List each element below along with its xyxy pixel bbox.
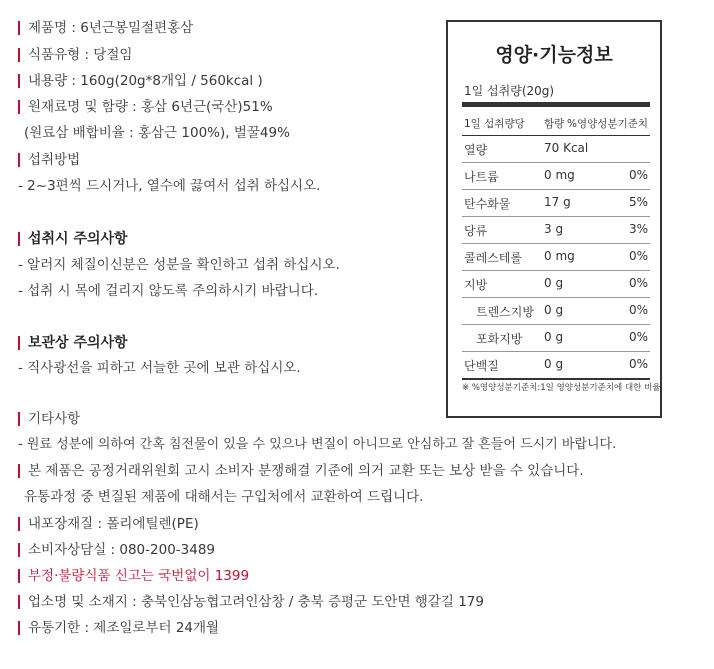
nutrient-amount: 0 g	[544, 303, 564, 317]
nutrient-name: 열량	[464, 143, 488, 157]
intake-caution-text-2: - 섭취 시 목에 걸리지 않도록 주의하시기 바랍니다.	[18, 283, 319, 299]
product-name-line: 제품명 : 6년근봉밀절편홍삼	[18, 19, 193, 37]
intake-method-text: - 2~3편씩 드시거나, 열수에 끓여서 섭취 하십시오.	[18, 178, 321, 194]
nutrient-name: 탄수화물	[464, 197, 511, 211]
intake-caution-text-1: - 알러지 체질이신분은 성분을 확인하고 섭취 하십시오.	[18, 257, 340, 273]
nutrient-amount: 70 Kcal	[544, 141, 589, 155]
nutrient-name: 단백질	[464, 359, 499, 373]
nutrient-name: 콜레스테롤	[464, 251, 522, 265]
nutrient-amount: 17 g	[544, 195, 571, 209]
nutrient-amount: 0 mg	[544, 168, 575, 182]
nutrition-row-saturated-fat	[462, 325, 650, 351]
nutrition-title: 영양·기능정보	[495, 44, 613, 66]
consumer-center-line: 소비자상담실 : 080-200-3489	[18, 541, 215, 559]
nutrient-name: 당류	[464, 224, 488, 238]
other-info-heading: 기타사항	[18, 410, 80, 428]
storage-caution-text: - 직사광선을 피하고 서늘한 곳에 보관 하십시오.	[18, 360, 301, 376]
nutrition-panel	[446, 20, 662, 418]
nutrient-name: 나트륨	[464, 170, 499, 184]
storage-caution-heading: 보관상 주의사항	[18, 334, 128, 352]
divider-thick-top	[462, 102, 650, 107]
nutrient-percent: 5%	[628, 195, 648, 209]
nutrient-name: 포화지방	[476, 332, 523, 346]
nutrient-percent: 0%	[628, 357, 648, 371]
ingredients-line: 원재료명 및 함량 : 홍삼 6년근(국산)51%	[18, 98, 273, 116]
nutrient-amount: 0 g	[544, 357, 564, 371]
other-info-text: - 원료 성분에 의하여 간혹 침전물이 있을 수 있으나 변질이 아니므로 안심하고 잘 흔들어 드시기 바랍니다.	[18, 437, 617, 452]
nutrition-row-carbohydrate	[462, 190, 650, 216]
header-daily-value: %영양성분기준치	[567, 118, 648, 130]
serving-size: 1일 섭취량(20g)	[464, 84, 555, 98]
header-per-serving: 1일 섭취량당	[464, 118, 525, 130]
expiry-line: 유통기한 : 제조일로부터 24개월	[18, 619, 219, 637]
nutrient-amount: 0 mg	[544, 249, 575, 263]
nutrition-row-cholesterol	[462, 244, 650, 270]
nutrition-row-fat	[462, 271, 650, 297]
compensation-detail-line: 유통과정 중 변질된 제품에 대해서는 구입처에서 교환하여 드립니다.	[24, 489, 424, 505]
nutrient-name: 트렌스지방	[476, 305, 534, 319]
packaging-material-line: 내포장재질 : 폴리에틸렌(PE)	[18, 515, 199, 533]
nutrient-percent: 0%	[628, 249, 648, 263]
nutrition-footnote: ※ %영양성분기준치:1일 영양성분기준치에 대한 비율	[462, 383, 661, 393]
nutrient-percent: 0%	[628, 276, 648, 290]
net-content-line: 내용량 : 160g(20g*8개입 / 560kcal )	[18, 72, 263, 90]
compensation-line: 본 제품은 공정거래위원회 고시 소비자 분쟁해결 기준에 의거 교환 또는 보상 받을 수 있습니다.	[18, 462, 584, 480]
nutrient-percent: 0%	[628, 303, 648, 317]
divider-thick-bottom	[462, 378, 650, 380]
nutrient-percent: 3%	[628, 222, 648, 236]
nutrient-percent: 0%	[628, 168, 648, 182]
nutrition-row-protein	[462, 352, 650, 378]
nutrient-name: 지방	[464, 278, 488, 292]
manufacturer-line: 업소명 및 소재지 : 충북인삼농협고려인삼창 / 충북 증평군 도안면 행갈길 179	[18, 593, 484, 611]
intake-method-heading: 섭취방법	[18, 151, 80, 169]
nutrition-row-sugar	[462, 217, 650, 243]
nutrient-percent: 0%	[628, 330, 648, 344]
header-amount: 함량	[544, 118, 565, 130]
nutrient-amount: 3 g	[544, 222, 564, 236]
ingredients-detail-line: (원료삼 배합비율 : 홍삼근 100%), 벌꿀49%	[24, 125, 290, 141]
nutrient-amount: 0 g	[544, 276, 564, 290]
report-line: 부정·불량식품 신고는 국번없이 1399	[18, 567, 249, 585]
food-type-line: 식품유형 : 당절임	[18, 46, 132, 64]
nutrition-row-calories	[462, 136, 650, 162]
intake-caution-heading: 섭취시 주의사항	[18, 230, 128, 248]
nutrient-amount: 0 g	[544, 330, 564, 344]
nutrition-row-sodium	[462, 163, 650, 189]
nutrition-row-trans-fat	[462, 298, 650, 324]
